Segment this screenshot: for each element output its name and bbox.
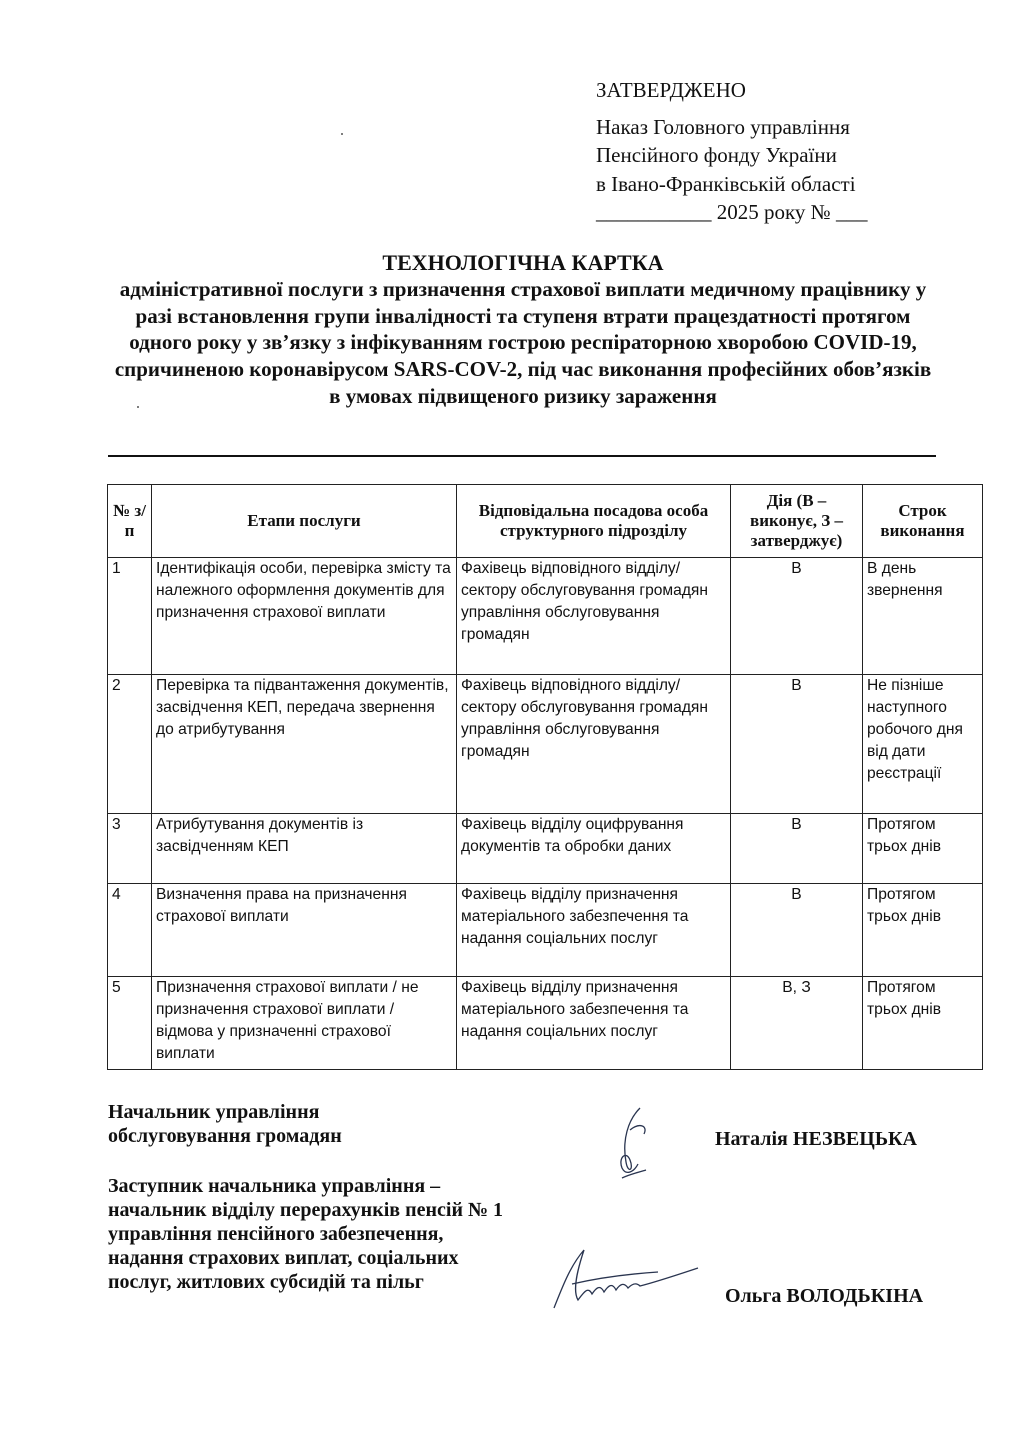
cell-term: Протягом трьох днів [863,884,983,977]
document-title: ТЕХНОЛОГІЧНА КАРТКА [382,250,664,275]
cell-action: В [731,884,863,977]
approval-line: Наказ Головного управління [596,114,850,139]
position-line: обслуговування громадян [108,1125,342,1147]
cell-stage: Призначення страхової виплати / не призначення страхової виплати / відмова у призначенні страхової виплати [152,977,457,1070]
cell-num: 2 [108,675,152,814]
position-line: начальник відділу перерахунків пенсій № 1 [108,1199,504,1221]
handwritten-signature-2 [548,1238,708,1318]
signatory-name-1: Наталія НЕЗВЕЦЬКА [715,1128,917,1150]
cell-action: В [731,814,863,884]
signatory-position-2 [108,1174,503,1294]
cell-responsible: Фахівець відповідного відділу/сектору обслуговування громадян управління обслуговування громадян [457,558,731,675]
heading-divider [108,455,936,457]
cell-responsible: Фахівець відповідного відділу/сектору обслуговування громадян управління обслуговування громадян [457,675,731,814]
header-responsible: Відповідальна посадова особа структурного підрозділу [457,485,731,558]
document-subtitle: адміністративної послуги з призначення страхової виплати медичному працівнику у разі встановлення групи інвалідності та ступеня втрати працездатності протягом одного року у зв’язку з інфікуванням гострою респіраторною хворобою COVID-19, спричиненою коронавірусом SARS-COV-2, під час виконання професійних обов’язків в умовах підвищеного ризику зараження [114,277,932,408]
cell-responsible: Фахівець відділу оцифрування документів та обробки даних [457,814,731,884]
cell-term: В день звернення [863,558,983,675]
cell-num: 1 [108,558,152,675]
table-row [108,558,983,675]
cell-term: Протягом трьох днів [863,814,983,884]
approval-line: Пенсійного фонду України [596,143,837,167]
header-stage: Етапи послуги [152,485,457,558]
table-header-row [108,485,983,558]
cell-action: В [731,558,863,675]
approval-line: в Івано-Франківській області [596,171,856,196]
position-line: Заступник начальника управління – [108,1175,441,1197]
table-row [108,675,983,814]
cell-term: Протягом трьох днів [863,977,983,1070]
stages-table [107,484,983,1070]
scan-speck [341,133,343,135]
position-line: послуг, житлових субсидій та пільг [108,1271,424,1293]
signatory-name-2: Ольга ВОЛОДЬКІНА [725,1285,924,1307]
approval-title: ЗАТВЕРДЖЕНО [596,78,746,102]
header-num: № з/п [108,485,152,558]
table-row [108,814,983,884]
position-line: управління пенсійного забезпечення, [108,1223,444,1245]
cell-responsible: Фахівець відділу призначення матеріального забезпечення та надання соціальних послуг [457,884,731,977]
document-heading [108,250,938,410]
table-row [108,977,983,1070]
cell-num: 5 [108,977,152,1070]
position-line: Начальник управління [108,1101,320,1123]
signatory-position-1 [108,1100,342,1148]
cell-action: В, З [731,977,863,1070]
cell-action: В [731,675,863,814]
cell-num: 3 [108,814,152,884]
cell-stage: Визначення права на призначення страхової виплати [152,884,457,977]
cell-num: 4 [108,884,152,977]
cell-stage: Перевірка та підвантаження документів, засвідчення КЕП, передача звернення до атрибутування [152,675,457,814]
approval-date-line: ___________ 2025 року № ___ [596,200,868,224]
cell-responsible: Фахівець відділу призначення матеріального забезпечення та надання соціальних послуг [457,977,731,1070]
cell-term: Не пізніше наступного робочого дня від дати реєстрації [863,675,983,814]
table-row [108,884,983,977]
header-term: Строк виконання [863,485,983,558]
approval-block [596,76,867,227]
handwritten-signature-1 [600,1100,670,1190]
cell-stage: Ідентифікація особи, перевірка змісту та належного оформлення документів для призначення страхової виплати [152,558,457,675]
cell-stage: Атрибутування документів із засвідченням КЕП [152,814,457,884]
position-line: надання страхових виплат, соціальних [108,1247,459,1269]
header-action: Дія (В – виконує, З – затверджує) [731,485,863,558]
